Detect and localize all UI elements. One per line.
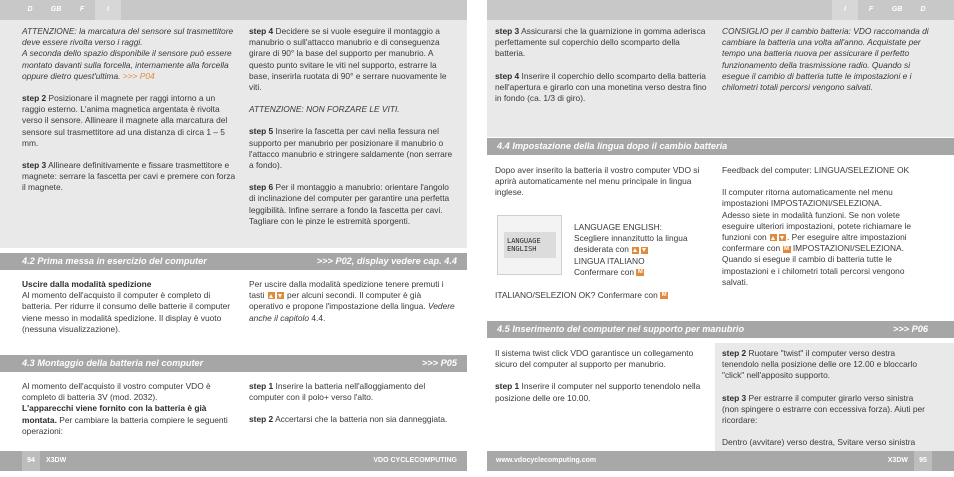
language-intro: Dopo aver inserito la batteria il vostro computer VDO si aprirà automaticamente nel menu principale in lingua inglese.	[495, 165, 700, 198]
lang-tab-gb[interactable]: GB	[50, 6, 62, 13]
lang-tab-d[interactable]: D	[27, 6, 33, 13]
up-button-icon	[770, 234, 777, 241]
mount-step-2: step 2 Ruotare "twist" il computer verso destra tenendolo nella posizione delle ore 12.00 e bloccarlo "click" nell'apposito supporto.	[722, 348, 918, 381]
mount-steps-block	[722, 348, 932, 459]
battery-step-4: step 4 Inserire il coperchio dello scomparto della batteria nell'apertura e girarlo con una monetina verso destra fino in fondo (ca. 1/3 di giro).	[495, 70, 707, 104]
m-button-icon: M	[784, 245, 790, 252]
mnemonic-text: Dentro (avvitare) verso destra, Svitare verso sinistra	[722, 437, 916, 448]
language-feedback-block: Feedback del computer: LINGUA/SELEZIONE OK Il computer ritorna automaticamente nel menu impostazioni IMPOSTAZIONI/SELEZIONA. Adesso siete in modalità funzioni. Se non volete eseguire ulteriori impostazioni, potete richiamare le funzioni con . Per eseguire altre impostazioni confermare con M IMPOSTAZIONI/SELEZIONA. Quando si esegue il cambio di batteria tutte le impostazioni e i chilometri totali percorsi vengono salvati.	[722, 165, 932, 288]
section-4-2-header	[0, 253, 467, 270]
down-button-icon	[779, 234, 786, 241]
header-bar-right	[487, 0, 954, 20]
battery-tip: CONSIGLIO per il cambio batteria: VDO raccomanda di cambiare la batteria una volta all'anno. Acquistate per tempo una batteria nuova per assicurare il perfetto funzionamento della trasmissione radio. Quando si esegue il cambio di batteria tutte le impostazioni e i chilometri totali percorsi vengono salvati.	[722, 26, 929, 93]
model-name: X3DW	[46, 457, 67, 464]
step-5-paragraph: step 5 Inserire la fascetta per cavi nella fessura nel supporto per manubrio per posizionare il manubrio o l'attacco manubrio e stringere saldamente (non serrare a fondo).	[249, 126, 453, 171]
section-ref: >>> P05	[422, 358, 457, 368]
shipping-title: Uscire dalla modalità spedizione	[22, 279, 152, 289]
exit-shipping-block: Per uscire dalla modalità spedizione tenere premuti i tasti per alcuni secondi. Il computer è già operativo e propone l'impostazione della lingua. Vedere anche il capitolo 4.4.	[249, 279, 455, 323]
down-button-icon	[641, 247, 648, 254]
lang-tab-f[interactable]: F	[79, 6, 85, 13]
page-ref-link[interactable]: >>> P04	[122, 70, 155, 81]
step-2-paragraph: step 2 Posizionare il magnete per raggi intorno a un raggio esterno. L'anima magnetica argentata è rivolta verso il sensore. Allineare il magnete alla marcatura del sensore sul trasmettitore ad una distanza di circa 1 – 5 mm.	[22, 93, 228, 148]
page-number: 95	[914, 451, 932, 471]
section-title: 4.5 Inserimento del computer nel supporto per manubrio	[497, 324, 745, 334]
brand-name: VDO CYCLECOMPUTING	[373, 457, 457, 464]
section-ref: >>> P06	[893, 324, 928, 334]
section-ref: >>> P02, display vedere cap. 4.4	[316, 256, 457, 266]
right-column-1-top	[495, 26, 707, 115]
lang-tab-d-right[interactable]: D	[920, 6, 926, 13]
twist-click-block	[495, 348, 707, 415]
m-button-icon: M	[637, 269, 643, 276]
left-column-2	[249, 26, 457, 238]
down-button-icon	[277, 292, 284, 299]
shipping-text: Al momento dell'acquisto il computer è completo di batteria. Per ridurre il consumo delle batterie il computer viene messo in modalità spedizione. Il display è vuoto (nessuna visualizzazione).	[22, 290, 231, 334]
section-4-5-header	[487, 321, 954, 338]
lang-tab-gb-right[interactable]: GB	[891, 6, 903, 13]
mount-step-3: step 3 Per estrarre il computer girarlo verso sinistra (non spingere o estrarre con eccessiva forza). Aiuti per ricordare:	[722, 392, 925, 426]
section-title: 4.2 Prima messa in esercizio del computer	[22, 256, 207, 266]
website-url[interactable]: www.vdocyclecomputing.com	[496, 457, 597, 464]
battery-steps-block	[249, 381, 459, 437]
warning-text: ATTENZIONE: NON FORZARE LE VITI.	[249, 104, 400, 115]
battery-step-3: step 3 Assicurarsi che la guarnizione in gomma aderisca perfettamente sul coperchio dello scomparto della batteria.	[495, 26, 706, 59]
lang-tab-i-right[interactable]: I	[832, 0, 858, 20]
section-4-3-header	[0, 355, 467, 372]
left-column-1	[22, 26, 236, 205]
section-4-4-header	[487, 138, 954, 155]
shipping-mode-block	[22, 279, 236, 335]
lang-tab-i[interactable]: I	[95, 0, 121, 20]
footer-right	[487, 451, 954, 471]
battery-intro-block: Al momento dell'acquisto il vostro computer VDO è completo di batteria 3V (mod. 2032). L'apparecchi viene fornito con la batteria è già montata. Per cambiare la batteria compiere le seguenti operazioni:	[22, 381, 228, 436]
feedback-text: Feedback del computer: LINGUA/SELEZIONE OK	[722, 165, 910, 175]
section-title: 4.4 Impostazione della lingua dopo il cambio batteria	[497, 141, 728, 151]
sensor-mount-note: A seconda dello spazio disponibile il sensore può essere montato davanti sulla forcella, internamente alla forcella oppure dietro quest'ultima. >>> P04	[22, 48, 232, 81]
section-title: 4.3 Montaggio della batteria nel computer	[22, 358, 204, 368]
m-button-icon: M	[661, 292, 667, 299]
language-question: ITALIANO/SELEZION OK? Confermare con M	[495, 290, 667, 300]
step-3-paragraph: step 3 Allineare definitivamente e fissare trasmettitore e magnete: serrare la fascetta per cavi e premere con forza il magnete.	[22, 160, 236, 193]
lcd-screen: LANGUAGE ENGLISH	[504, 232, 556, 258]
battery-step-2: step 2 Accertarsi che la batteria non sia danneggiata.	[249, 414, 448, 425]
page-number: 94	[22, 451, 40, 471]
sensor-note: ATTENZIONE: la marcatura del sensore sul trasmettitore deve essere rivolta verso i raggi.	[22, 26, 234, 48]
computer-display-image	[497, 215, 562, 275]
up-button-icon	[632, 247, 639, 254]
footer-left	[0, 451, 467, 471]
model-name: X3DW	[887, 457, 908, 464]
step-6-paragraph: step 6 Per il montaggio a manubrio: orientare l'angolo di inclinazione del computer per garantire una perfetta leggibilità. Infine serrare a fondo la fascetta per cavi. Tagliare con le pinze le estremità sporgenti.	[249, 182, 450, 226]
mount-step-1: step 1 Inserire il computer nel supporto tenendolo nella posizione delle ore 10.00.	[495, 381, 701, 403]
step-4-paragraph: step 4 Decidere se si vuole eseguire il montaggio a manubrio o sull'attacco manubrio e di conseguenza girare di 90° la base del supporto per manubrio. A questo punto svitare le viti nel supporto, estrarre la base, inserirla ruotata di 90° e serrare nuovamente le viti.	[249, 26, 447, 93]
language-select-block: LANGUAGE ENGLISH: Scegliere innanzitutto la lingua desiderata con LINGUA ITALIANO Confermare con M	[574, 222, 688, 277]
battery-step-1: step 1 Inserire la batteria nell'alloggiamento del computer con il polo+ verso l'alto.	[249, 381, 426, 403]
lang-tab-f-right[interactable]: F	[868, 6, 874, 13]
header-bar-left	[0, 0, 467, 20]
twist-intro: Il sistema twist click VDO garantisce un collegamento sicuro del computer al supporto per manubrio.	[495, 348, 694, 370]
up-button-icon	[268, 292, 275, 299]
